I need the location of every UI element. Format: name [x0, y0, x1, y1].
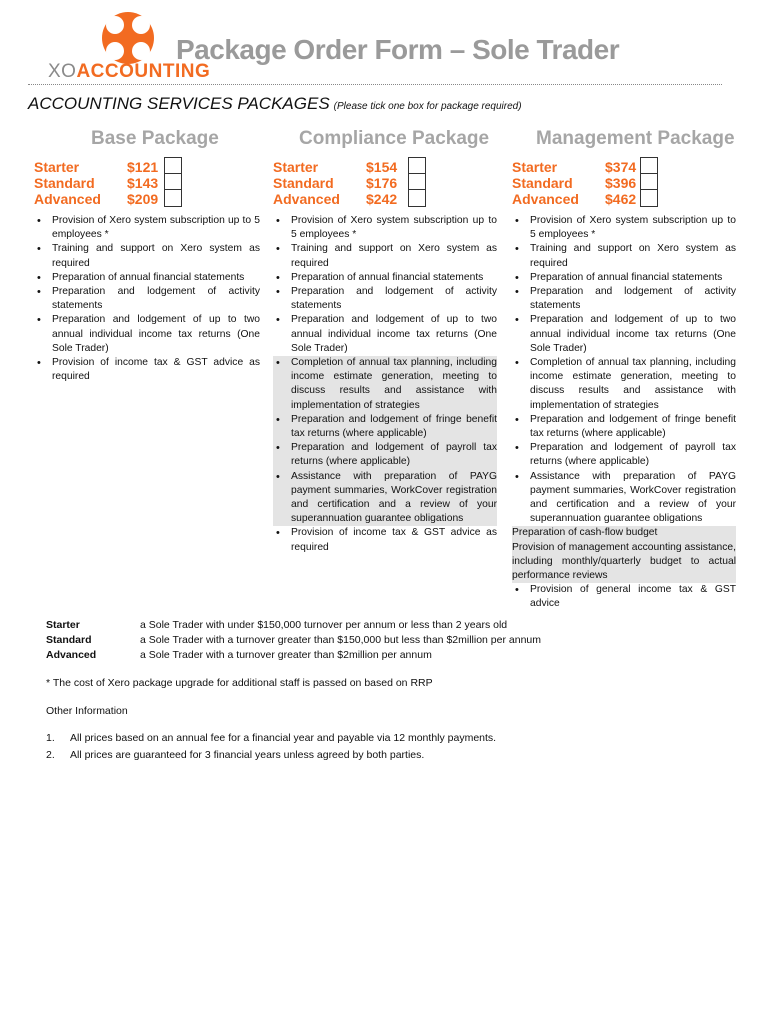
base-advanced-checkbox[interactable]: [164, 189, 182, 207]
item-number: 2.: [46, 749, 55, 761]
management-accounting-line: Provision of management accounting assistance, including monthly/quarterly budget to actual performance reviews: [512, 541, 736, 584]
list-item: • Provision of Xero system subscription up to 5 employees *: [273, 214, 497, 242]
list-item: • Training and support on Xero system as required: [34, 242, 260, 270]
tier-price: $396: [605, 175, 637, 191]
base-tier-advanced: [34, 191, 260, 207]
base-tier-starter: [34, 159, 260, 175]
list-item: • Preparation and lodgement of up to two annual individual income tax returns (One Sole Trader): [512, 313, 736, 356]
tier-price: $374: [605, 159, 637, 175]
list-item: • Preparation and lodgement of up to two annual individual income tax returns (One Sole Trader): [34, 313, 260, 356]
management-package-items-last: [512, 583, 736, 611]
compliance-package-column: [273, 128, 497, 555]
list-item: • Assistance with preparation of PAYG payment summaries, WorkCover registration and certification and a review of your superannuation guarantee obligations: [273, 470, 497, 527]
xo-logo-mark-icon: [88, 10, 168, 66]
logo-brand: ACCOUNTING: [76, 61, 211, 82]
tier-price: $143: [127, 175, 159, 191]
list-item: • Provision of Xero system subscription up to 5 employees *: [512, 214, 736, 242]
list-item: • Preparation and lodgement of activity statements: [273, 285, 497, 313]
compliance-package-tiers: [273, 159, 497, 207]
list-item: • Training and support on Xero system as required: [512, 242, 736, 270]
compliance-package-title: Compliance Package: [299, 128, 490, 149]
base-package-title: Base Package: [91, 128, 219, 149]
tier-price: $176: [366, 175, 398, 191]
list-item: • Preparation and lodgement of payroll tax returns (where applicable): [512, 441, 736, 469]
page-title: Package Order Form – Sole Trader: [176, 34, 620, 65]
list-item: • Provision of general income tax & GST advice: [512, 583, 736, 611]
item-number: 1.: [46, 732, 55, 744]
list-item: • Preparation and lodgement of up to two annual individual income tax returns (One Sole Trader): [273, 313, 497, 356]
list-item: • Provision of income tax & GST advice as required: [34, 356, 260, 384]
tier-price: $242: [366, 191, 398, 207]
tier-price: $209: [127, 191, 159, 207]
tier-name: Starter: [512, 159, 558, 175]
definition-text: a Sole Trader with a turnover greater than $150,000 but less than $2million per annum: [140, 634, 541, 646]
compliance-tier-standard: [273, 175, 497, 191]
other-information-heading: Other Information: [46, 705, 128, 717]
xero-footnote: * The cost of Xero package upgrade for additional staff is passed on based on RRP: [46, 677, 433, 689]
header-divider: [28, 84, 722, 85]
management-package-column: [512, 128, 736, 612]
definition-text: a Sole Trader with a turnover greater than $2million per annum: [140, 649, 432, 661]
list-item: • Provision of income tax & GST advice as required: [273, 526, 497, 554]
base-package-column: [34, 128, 260, 384]
tier-name: Standard: [273, 175, 334, 191]
tick-instruction: (Please tick one box for package required): [333, 101, 522, 112]
list-item: • Preparation and lodgement of payroll tax returns (where applicable): [273, 441, 497, 469]
services-heading: [28, 94, 522, 114]
cashflow-budget-line: Preparation of cash-flow budget: [512, 526, 736, 540]
tier-name: Standard: [34, 175, 95, 191]
item-text: All prices based on an annual fee for a financial year and payable via 12 monthly payments.: [70, 732, 497, 744]
list-item: • Preparation and lodgement of fringe benefit tax returns (where applicable): [512, 413, 736, 441]
compliance-advanced-checkbox[interactable]: [408, 189, 426, 207]
management-package-title: Management Package: [536, 128, 735, 149]
definition-term: Starter: [46, 619, 80, 631]
list-item: • Assistance with preparation of PAYG payment summaries, WorkCover registration and certification and a review of your superannuation guarantee obligations: [512, 470, 736, 527]
list-item: • Preparation of annual financial statements: [34, 271, 260, 285]
management-tier-starter: [512, 159, 736, 175]
list-item: • Preparation and lodgement of activity statements: [34, 285, 260, 313]
list-item: • Completion of annual tax planning, including income estimate generation, meeting to discuss results and assistance with implementation of strategies: [273, 356, 497, 413]
tier-name: Starter: [273, 159, 319, 175]
base-package-items: [34, 214, 260, 384]
list-item: • Preparation and lodgement of fringe benefit tax returns (where applicable): [273, 413, 497, 441]
tier-price: $462: [605, 191, 637, 207]
list-item: • Provision of Xero system subscription up to 5 employees *: [34, 214, 260, 242]
compliance-tier-starter: [273, 159, 497, 175]
list-item: • Completion of annual tax planning, including income estimate generation, meeting to discuss results and assistance with implementation of strategies: [512, 356, 736, 413]
management-tier-standard: [512, 175, 736, 191]
list-item: • Training and support on Xero system as required: [273, 242, 497, 270]
tier-name: Standard: [512, 175, 573, 191]
list-item: • Preparation and lodgement of activity statements: [512, 285, 736, 313]
tier-name: Advanced: [512, 191, 579, 207]
list-item: • Preparation of annual financial statements: [512, 271, 736, 285]
management-package-items: [512, 214, 736, 526]
base-tier-standard: [34, 175, 260, 191]
base-package-tiers: [34, 159, 260, 207]
list-item: • Preparation of annual financial statements: [273, 271, 497, 285]
services-heading-text: ACCOUNTING SERVICES PACKAGES: [28, 94, 330, 113]
definition-term: Advanced: [46, 649, 97, 661]
compliance-package-items: [273, 214, 497, 555]
management-tier-advanced: [512, 191, 736, 207]
tier-name: Starter: [34, 159, 80, 175]
management-package-tiers: [512, 159, 736, 207]
compliance-tier-advanced: [273, 191, 497, 207]
tier-price: $154: [366, 159, 398, 175]
definition-term: Standard: [46, 634, 92, 646]
definition-text: a Sole Trader with under $150,000 turnover per annum or less than 2 years old: [140, 619, 508, 631]
logo-prefix: XO: [48, 61, 77, 82]
management-advanced-checkbox[interactable]: [640, 189, 658, 207]
tier-name: Advanced: [273, 191, 340, 207]
item-text: All prices are guaranteed for 3 financial years unless agreed by both parties.: [70, 749, 425, 761]
tier-name: Advanced: [34, 191, 101, 207]
tier-price: $121: [127, 159, 159, 175]
